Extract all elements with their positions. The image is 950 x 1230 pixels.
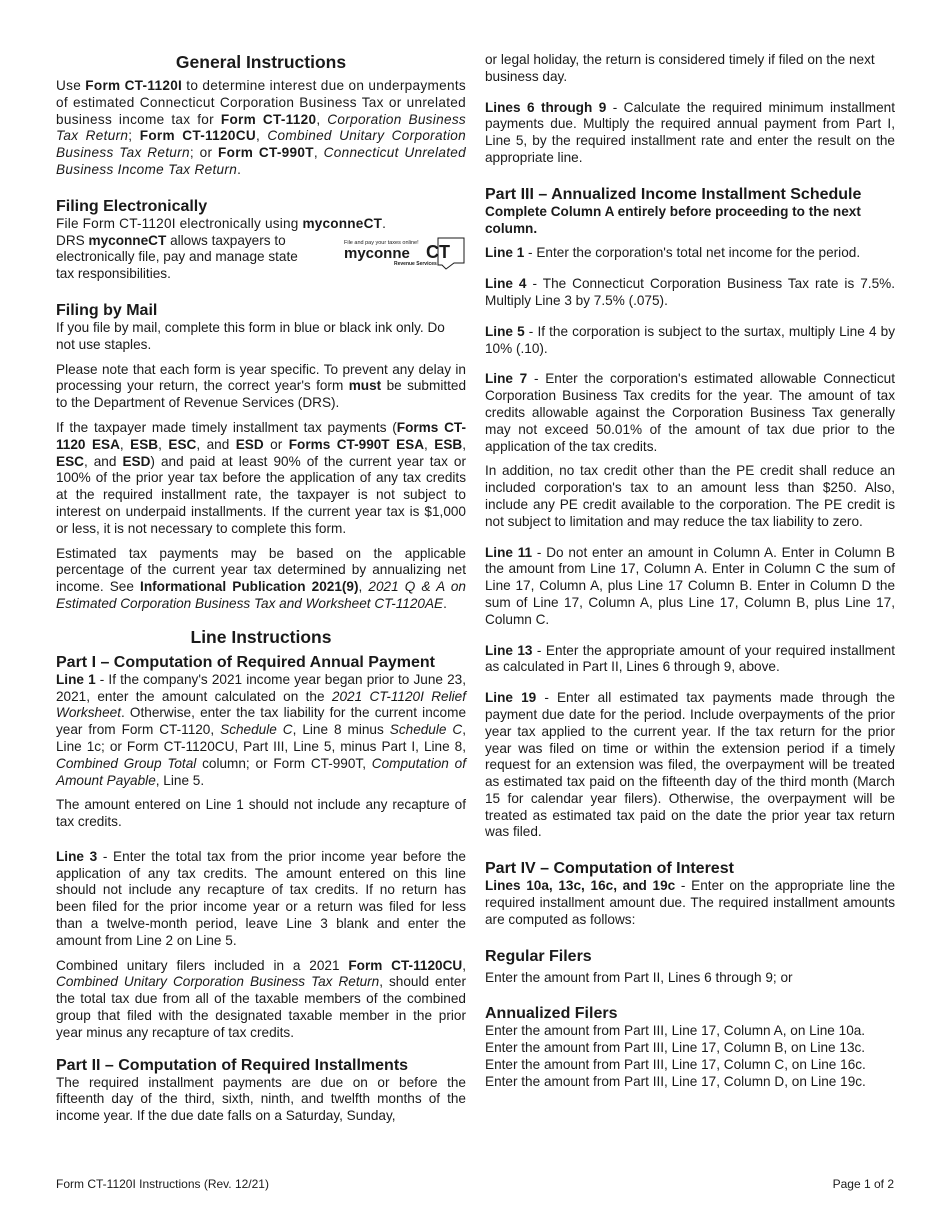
line-label: Line 1 (485, 245, 525, 261)
part3-heading: Part III – Annualized Income Installment Schedule (485, 185, 862, 203)
text: - Do not enter an amount in Column A. Enter in Column B the amount from Line 17, Column A. Enter in Column C the sum of Line 17, Column A, plus Line 17 Column B. Enter in Column D the sum of Line 17, Column A, plus Line 17, Column B, plus Line 17, Column C. (485, 544, 896, 627)
filing-by-mail-heading: Filing by Mail (56, 301, 158, 319)
annualized-line: Enter the amount from Part III, Line 17, Column D, on Line 19c. (485, 1073, 866, 1089)
text: - Enter the corporation's estimated allowable Connecticut Corporation Business Tax credits for the year. The amount of tax credits allowable against the Corporation Business Tax generally may not exceed 50.01% of the amount of tax due prior to the application of the tax credits. (485, 371, 896, 454)
text: - The Connecticut Corporation Business Tax rate is 7.5%. Multiply Line 3 by 7.5% (.075). (485, 276, 896, 308)
general-intro-paragraph: Use Form CT-1120I to determine interest due on underpayments of estimated Connecticut Corporation Business Tax or unrelated business income tax for Form CT-1120, Corporation Business Tax Return; Form CT-1120CU, Combined Unitary Corporation Business Tax Return; or Form CT-990T, Connecticut Unrelated Business Income Tax Return. (56, 78, 467, 177)
text: ESC (56, 453, 84, 469)
text: Schedule C (220, 722, 293, 738)
text: Forms CT-990T ESA (288, 436, 425, 452)
text: Combined unitary filers included in a 2021 (56, 957, 349, 973)
text: 2021 Q & A on Estimated Corporation Business Tax and Worksheet CT-1120AE (56, 579, 466, 611)
line-label: Line 3 (56, 848, 98, 864)
part3-line11 (485, 545, 895, 629)
text: - If the corporation is subject to the surtax, multiply Line 4 by 10% (.10). (485, 323, 895, 356)
logo-tagline: File and pay your taxes online! (344, 239, 419, 246)
line-label: Line 5 (485, 323, 525, 339)
text: - Enter the appropriate amount of your required installment as calculated in Part II, Lines 6 through 9, above. (485, 642, 896, 675)
text: Combined Unitary Corporation Business Tax Return (56, 974, 380, 990)
text: If the taxpayer made timely installment tax payments ( (56, 419, 397, 435)
part3-line7 (485, 371, 895, 455)
part3-line5 (485, 324, 895, 358)
text: , Line 5. (155, 772, 205, 788)
filing-electronically-p2 (56, 233, 314, 283)
line-label: Line 11 (485, 544, 533, 560)
text: - Enter on the appropriate line the required installment amount due. The required installment amounts are computed as follows: (485, 878, 895, 927)
text: ESC (168, 436, 197, 452)
myconnect-logo-graphic (342, 235, 466, 271)
logo-ct: CT (426, 241, 450, 262)
footer-page-number: Page 1 of 2 (832, 1177, 894, 1191)
text: ESD (235, 436, 264, 452)
text: ) and paid at least 90% of the current year tax or 100% of the prior year tax before the application of any tax credits at the required installment rate, the taxpayer is not subject to interest on underpaid installments. If the current year tax is $1,000 or less, it is not necessary to complete this form. (56, 453, 466, 536)
line-label: Lines 6 through 9 (485, 99, 607, 115)
text: , (424, 436, 435, 452)
part3-line4 (485, 276, 895, 310)
annualized-line: Enter the amount from Part III, Line 17, Column B, on Line 13c. (485, 1040, 866, 1056)
part1-line1-note: The amount entered on Line 1 should not include any recapture of tax credits. (56, 797, 466, 830)
text: , and (83, 453, 123, 469)
myconnect-logo (342, 235, 466, 271)
text: , and (196, 436, 236, 452)
text: . Otherwise, enter the tax liability for the current income year from Form CT-1120, (56, 705, 466, 738)
text: ESB (434, 436, 463, 452)
myconnect-link-text: myconneCT (302, 215, 383, 231)
text: or (263, 436, 289, 452)
text: , should enter the total tax due from all of the taxable members of the combined group that filed with the designated taxable member in the prior year minus any recapture of tax credits. (56, 974, 466, 1040)
myconnect-row (56, 233, 466, 283)
text: , (119, 436, 131, 452)
part3-line1 (485, 245, 895, 262)
footer-form-revision: Form CT-1120I Instructions (Rev. 12/21) (56, 1177, 269, 1191)
logo-subtitle: Revenue Services (394, 260, 437, 267)
text: ESB (130, 436, 159, 452)
right-column (485, 52, 895, 1091)
filing-electronically-p1 (56, 216, 466, 233)
general-instructions-heading: General Instructions (175, 52, 347, 72)
text: Estimated tax payments may be based on the applicable percentage of the current year tax determined by annualizing net income. See (56, 545, 466, 595)
text: , Line 1c; or Form CT-1120CU, Part III, Line 5, minus Part I, Line 8, (56, 722, 467, 754)
text: Please note that each form is year specific. To prevent any delay in processing your return, the correct year's form (56, 361, 466, 394)
text: 2021 CT-1120I Relief Worksheet (56, 688, 466, 721)
regular-filers-heading: Regular Filers (485, 947, 592, 965)
text: Form CT-1120CU (348, 957, 463, 973)
left-column (56, 52, 466, 1125)
annualized-filers-heading: Annualized Filers (485, 1005, 618, 1023)
text: - Enter the total tax from the prior income year before the application of any tax credits. The amount entered on this line should not include any recapture of tax credits. If no return has been filed for the prior income year or a return was filed for less than a twelve-month period, leave Line 3 blank and enter the amount from Line 2 on Line 5. (56, 848, 466, 948)
text: File Form CT-1120I electronically using (56, 215, 303, 231)
line-label: Lines 10a, 13c, 16c, and 19c (485, 878, 676, 894)
line-label: Line 19 (485, 690, 537, 706)
informational-publication-ref: Informational Publication 2021(9) (140, 579, 359, 595)
mail-p1: If you file by mail, complete this form in blue or black ink only. Do not use staples. (56, 319, 445, 352)
filing-electronically-heading: Filing Electronically (56, 197, 208, 215)
part1-line3 (56, 849, 466, 950)
text: Forms CT-1120 ESA (56, 419, 466, 452)
annualized-line: Enter the amount from Part III, Line 17, Column A, on Line 10a. (485, 1023, 866, 1039)
text: - If the company's 2021 income year began prior to June 23, 2021, enter the amount calculated on the (56, 671, 467, 704)
part3-line7-note: In addition, no tax credit other than the PE credit shall reduce an included corporation's tax to an amount less than $250. Also, include any PE credit available to the corporation. The PE credit is not subject to limitation and may reduce the tax liability to zero. (485, 463, 895, 529)
part1-heading: Part I – Computation of Required Annual Payment (56, 653, 435, 671)
logo-word: myconne (344, 244, 410, 262)
line-instructions-heading: Line Instructions (190, 626, 332, 647)
text: , Line 8 minus (292, 722, 390, 738)
mail-p3 (56, 420, 466, 538)
text: DRS (56, 232, 89, 248)
text: Combined Group Total (56, 755, 197, 771)
text: ESD (122, 453, 151, 469)
part2-p1: The required installment payments are due on or before the fifteenth day of the third, sixth, ninth, and twelfth months of the income year. If the due date falls on a Saturday, Sunday, (56, 1074, 466, 1124)
part3-line13 (485, 643, 895, 677)
text: be submitted to the Department of Revenue Services (DRS). (56, 378, 467, 411)
part2-heading: Part II – Computation of Required Installments (56, 1056, 409, 1074)
part2-continued: or legal holiday, the return is considered timely if filed on the next business day. (485, 52, 875, 84)
text: , (462, 436, 467, 452)
part3-subheading: Complete Column A entirely before proceeding to the next column. (485, 203, 861, 236)
text: - Calculate the required minimum installment payments due. Multiply the required annual payment from Part I, Line 5, by the required installment rate and enter the result on the appropriate line. (485, 99, 895, 165)
line-label: Line 4 (485, 276, 527, 292)
text: allows taxpayers to electronically file, pay and manage state tax responsibilities. (56, 232, 298, 282)
text: must (348, 378, 382, 394)
regular-filers-text: Enter the amount from Part II, Lines 6 through 9; or (485, 969, 793, 985)
text: . (443, 595, 447, 611)
text: Schedule C (389, 722, 463, 738)
part4-intro (485, 878, 895, 928)
line-label: Line 7 (485, 371, 528, 387)
mail-p2 (56, 362, 466, 412)
line-label: Line 1 (56, 671, 96, 687)
line-label: Line 13 (485, 642, 533, 658)
text: Computation of Amount Payable (56, 755, 466, 788)
lines-6-9 (485, 100, 895, 167)
text: , (462, 957, 466, 973)
text: , (158, 436, 169, 452)
text: . (382, 215, 387, 231)
part1-combined (56, 958, 466, 1042)
text: column; or Form CT-990T, (196, 755, 372, 771)
text: - Enter the corporation's total net income for the period. (524, 245, 861, 261)
part4-heading: Part IV – Computation of Interest (485, 860, 734, 878)
part3-line19 (485, 690, 895, 841)
annualized-line: Enter the amount from Part III, Line 17, Column C, on Line 16c. (485, 1057, 866, 1073)
mail-p4 (56, 546, 466, 613)
part1-line1 (56, 672, 466, 790)
text: - Enter all estimated tax payments made through the payment due date for the period. Include overpayments of the prior year tax applied to the current year. If the tax return for the prior year was filed on time or within the extension period if a timely request for an extension was filed, the overpayment will be treated as estimated tax paid on the fifteenth day of the third month (March 15 for calendar year filers). Otherwise, the overpayment will be treated as estimated tax paid on the date the prior year tax return was filed. (485, 690, 896, 840)
text: , (358, 579, 369, 595)
myconnect-name: myconneCT (88, 232, 167, 248)
